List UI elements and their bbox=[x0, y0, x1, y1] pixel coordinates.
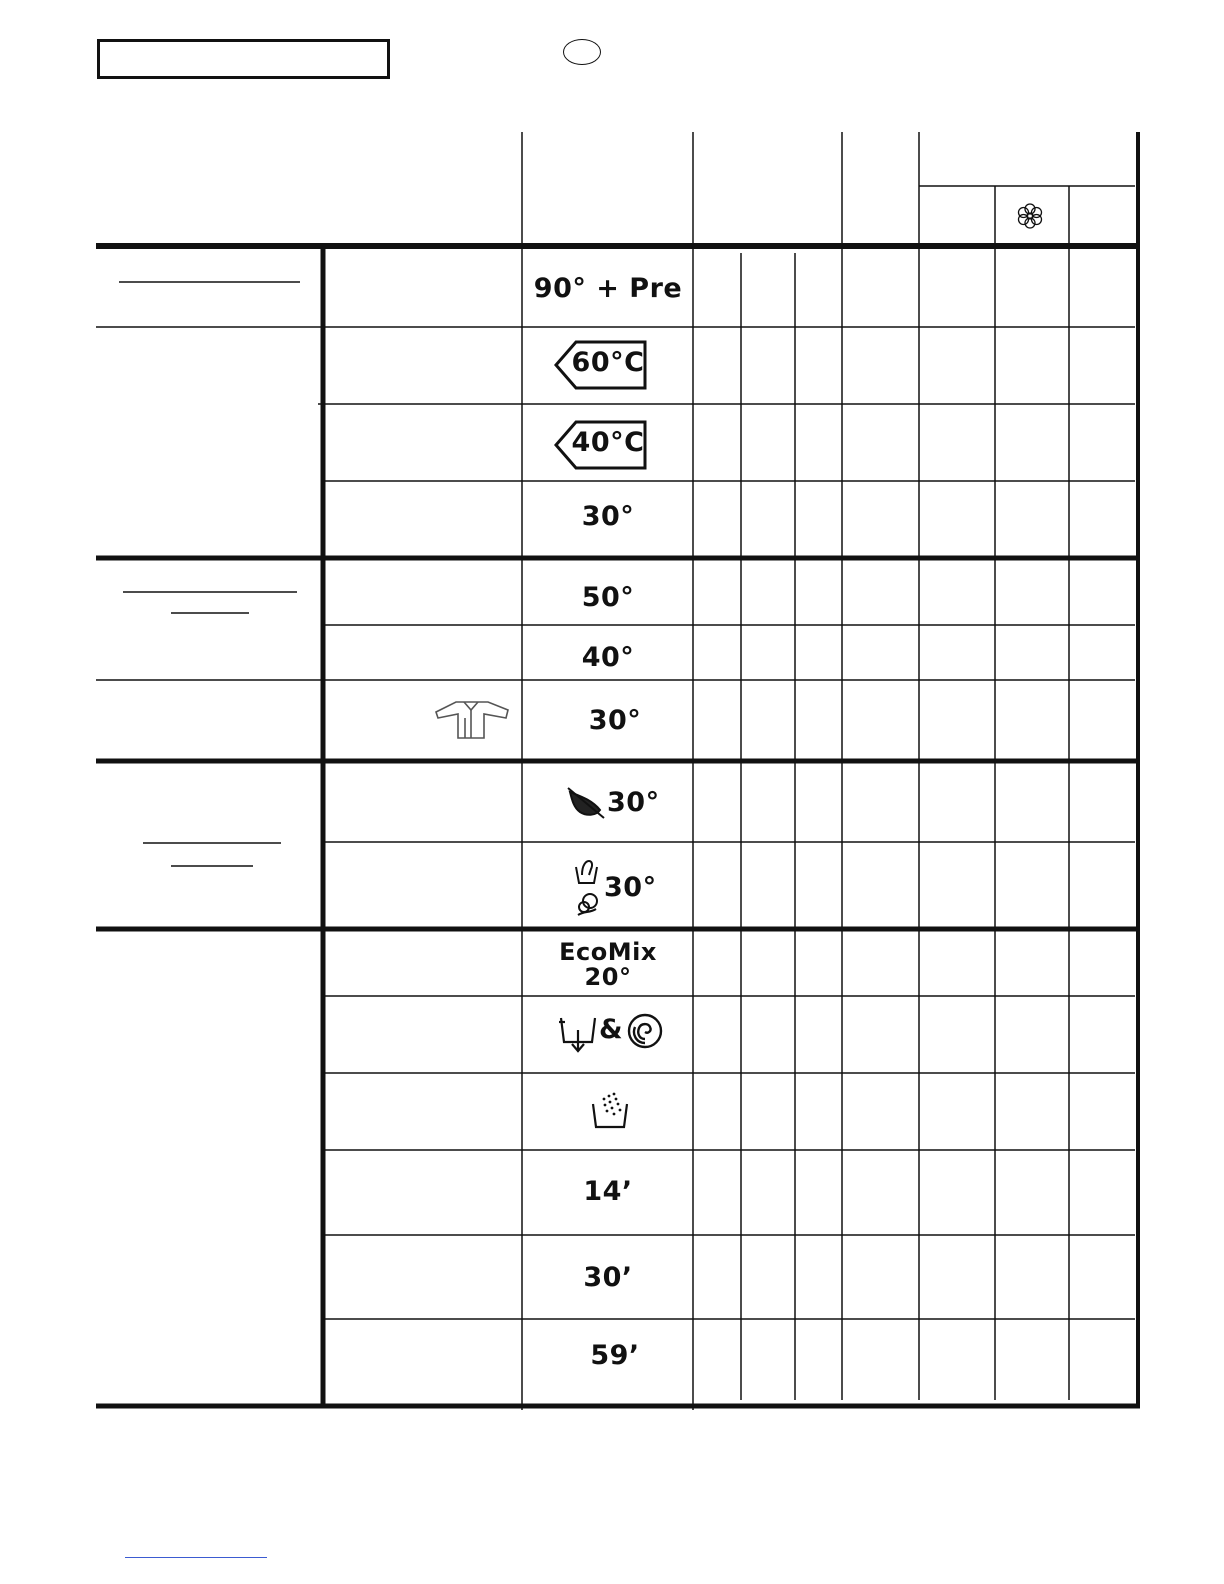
programme-label-14: 30’ bbox=[583, 1262, 633, 1293]
ecomix-line2: 20° bbox=[584, 963, 632, 991]
programme-label-3: 40°C bbox=[571, 427, 645, 458]
handwash-wool-icon bbox=[574, 857, 606, 919]
drain-icon bbox=[558, 1014, 598, 1054]
programme-label-2: 60°C bbox=[571, 347, 645, 378]
programme-label-6: 40° bbox=[581, 642, 635, 673]
rinse-icon bbox=[590, 1090, 630, 1130]
footer-link-line bbox=[125, 1557, 267, 1558]
ecomix-line1: EcoMix bbox=[559, 938, 657, 966]
programme-label-4: 30° bbox=[581, 501, 635, 532]
programme-label-11: & bbox=[598, 1014, 624, 1045]
programme-label-7: 30° bbox=[588, 705, 642, 736]
programme-label-9: 30° bbox=[604, 872, 657, 903]
programme-label-1: 90° + Pre bbox=[533, 273, 683, 304]
shirt-icon bbox=[434, 698, 510, 740]
programme-label-10 bbox=[523, 940, 693, 990]
programme-label-13: 14’ bbox=[583, 1176, 633, 1207]
programme-label-15: 59’ bbox=[590, 1340, 640, 1371]
spin-icon bbox=[626, 1012, 664, 1050]
feather-icon bbox=[566, 786, 608, 822]
programme-label-8: 30° bbox=[607, 787, 660, 818]
programme-label-5: 50° bbox=[581, 582, 635, 613]
flower-icon bbox=[1015, 201, 1045, 231]
